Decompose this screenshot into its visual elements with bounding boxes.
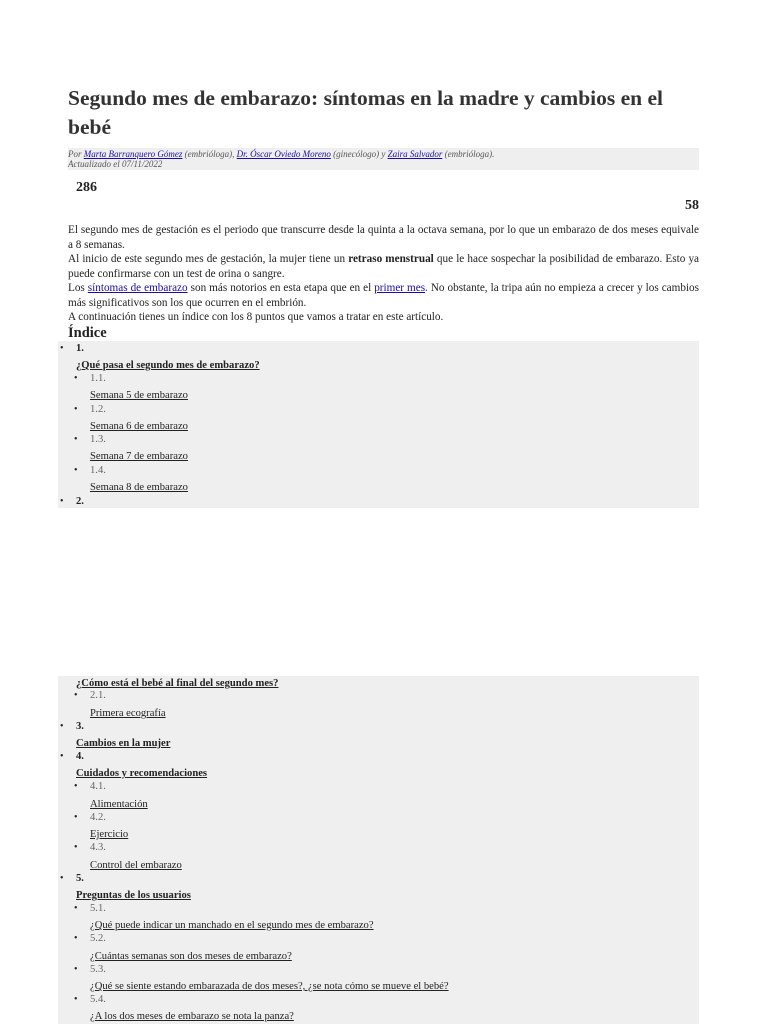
paragraph-2	[68, 252, 699, 281]
toc-num: 2.1.	[90, 690, 106, 701]
toc-link-5-2[interactable]: ¿Cuántas semanas son dos meses de embarazo?	[90, 951, 292, 962]
p3-text-c: . No obstante, la tripa aún no empieza a crecer y los cambios más significativos son los que ocurren en el embrión.	[68, 282, 699, 309]
article-meta	[68, 148, 699, 170]
toc-link-1-4[interactable]: Semana 8 de embarazo	[90, 482, 188, 493]
toc-num: 1.2.	[90, 404, 106, 415]
toc-link-4-3[interactable]: Control del embarazo	[90, 860, 182, 871]
bullet-icon: •	[60, 496, 64, 507]
bullet-icon: •	[74, 994, 78, 1005]
count-a: 286	[76, 180, 97, 195]
toc-num: 1.1.	[90, 373, 106, 384]
toc-num: 5.1.	[90, 903, 106, 914]
bullet-icon: •	[74, 812, 78, 823]
paragraph-3	[68, 281, 699, 310]
index-title: Índice	[68, 325, 107, 341]
toc-link-5[interactable]: Preguntas de los usuarios	[76, 890, 191, 901]
bullet-icon: •	[74, 404, 78, 415]
author-link-2[interactable]: Dr. Óscar Oviedo Moreno	[236, 149, 331, 159]
article-title: Segundo mes de embarazo: síntomas en la madre y cambios en el bebé	[68, 86, 664, 139]
toc-link-4-2[interactable]: Ejercicio	[90, 829, 129, 840]
toc-num: 4.2.	[90, 812, 106, 823]
toc-block-2	[58, 676, 699, 1024]
p2-text-a: Al inicio de este segundo mes de gestación, la mujer tiene un	[68, 253, 349, 265]
toc-num: 5.2.	[90, 933, 106, 944]
toc-link-4-1[interactable]: Alimentación	[90, 799, 148, 810]
bullet-icon: •	[74, 373, 78, 384]
author-link-3[interactable]: Zaira Salvador	[387, 149, 443, 159]
toc-link-2-1[interactable]: Primera ecografía	[90, 708, 166, 719]
toc-link-2[interactable]: ¿Cómo está el bebé al final del segundo mes?	[76, 678, 279, 689]
toc-num: 5.	[76, 873, 84, 884]
author-role-3: (embrióloga).	[442, 149, 495, 159]
p3-text-b: son más notorios en esta etapa que en el	[187, 282, 375, 294]
toc-link-5-1[interactable]: ¿Qué puede indicar un manchado en el segundo mes de embarazo?	[90, 920, 374, 931]
toc-num: 4.1.	[90, 781, 106, 792]
toc-link-1[interactable]: ¿Qué pasa el segundo mes de embarazo?	[76, 360, 260, 371]
toc-num: 4.3.	[90, 842, 106, 853]
bullet-icon: •	[74, 933, 78, 944]
toc-link-1-1[interactable]: Semana 5 de embarazo	[90, 390, 188, 401]
link-primer-mes[interactable]: primer mes	[374, 282, 426, 294]
toc-block-1	[58, 341, 699, 508]
link-sintomas[interactable]: síntomas de embarazo	[87, 282, 188, 294]
toc-num: 5.4.	[90, 994, 106, 1005]
bullet-icon: •	[60, 721, 64, 732]
toc-num: 2.	[76, 496, 84, 507]
count-b: 58	[685, 198, 699, 213]
toc-num: 1.3.	[90, 434, 106, 445]
article-body	[68, 223, 699, 325]
bullet-icon: •	[60, 751, 64, 762]
bullet-icon: •	[74, 781, 78, 792]
author-link-1[interactable]: Marta Barranquero Gómez	[83, 149, 183, 159]
bullet-icon: •	[74, 964, 78, 975]
updated-date: Actualizado el 07/11/2022	[68, 159, 163, 169]
byline-prefix: Por	[68, 149, 84, 159]
bullet-icon: •	[60, 343, 64, 354]
toc-num: 5.3.	[90, 964, 106, 975]
toc-num: 3.	[76, 721, 84, 732]
author-role-1: (embrióloga),	[182, 149, 237, 159]
bullet-icon: •	[74, 842, 78, 853]
paragraph-1: El segundo mes de gestación es el periodo que transcurre desde la quinta a la octava semana, por lo que un embarazo de dos meses equivale a 8 semanas.	[68, 224, 699, 251]
bullet-icon: •	[74, 690, 78, 701]
paragraph-4: A continuación tienes un índice con los 8 puntos que vamos a tratar en este artículo.	[68, 311, 444, 323]
bullet-icon: •	[74, 465, 78, 476]
p2-bold: retraso menstrual	[348, 253, 434, 265]
author-role-2: (ginecólogo) y	[330, 149, 388, 159]
toc-link-3[interactable]: Cambios en la mujer	[76, 738, 171, 749]
toc-link-5-4[interactable]: ¿A los dos meses de embarazo se nota la panza?	[90, 1011, 294, 1022]
bullet-icon: •	[74, 903, 78, 914]
toc-num: 4.	[76, 751, 84, 762]
p2-text-b: que le hace sospechar la posibilidad de embarazo. Esto ya puede confirmarse con un test de orina o sangre.	[68, 253, 699, 280]
toc-link-5-3[interactable]: ¿Qué se siente estando embarazada de dos meses?, ¿se nota cómo se mueve el bebé?	[90, 981, 449, 992]
toc-link-1-3[interactable]: Semana 7 de embarazo	[90, 451, 188, 462]
toc-num: 1.4.	[90, 465, 106, 476]
bullet-icon: •	[74, 434, 78, 445]
bullet-icon: •	[60, 873, 64, 884]
p3-text-a: Los	[68, 282, 88, 294]
toc-num: 1.	[76, 343, 84, 354]
toc-link-4[interactable]: Cuidados y recomendaciones	[76, 768, 208, 779]
toc-link-1-2[interactable]: Semana 6 de embarazo	[90, 421, 188, 432]
